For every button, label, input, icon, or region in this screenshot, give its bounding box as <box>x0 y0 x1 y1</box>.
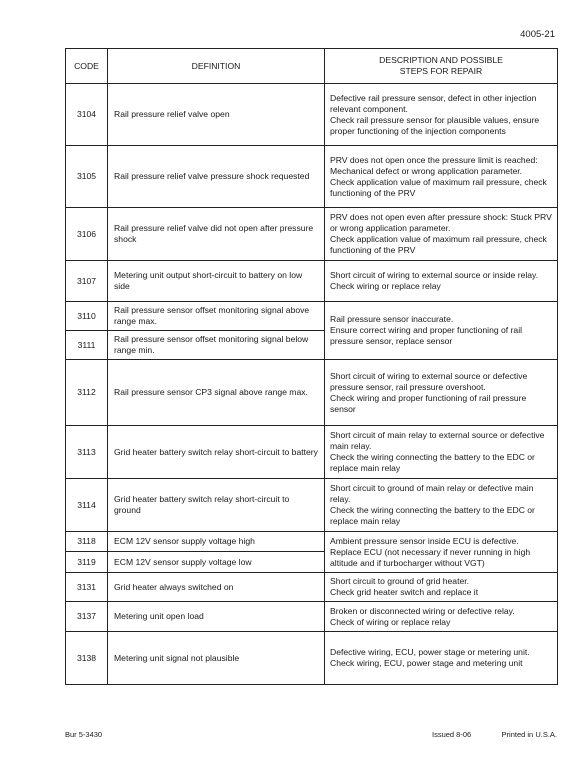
definition-cell: Rail pressure sensor offset monitoring signal above range max. <box>108 302 325 331</box>
description-cell: PRV does not open once the pressure limit is reached: Mechanical defect or wrong application parameter. Check application value of maximum rail pressure, check functioning of the PRV <box>325 146 558 208</box>
description-cell: Rail pressure sensor inaccurate. Ensure correct wiring and proper functioning of rail pressure sensor, replace sensor <box>325 302 558 360</box>
description-column-header: DESCRIPTION AND POSSIBLE STEPS FOR REPAIR <box>325 49 558 84</box>
code-cell: 3104 <box>66 84 108 146</box>
description-cell: Short circuit of wiring to external source or inside relay. Check wiring or replace relay <box>325 261 558 302</box>
definition-cell: Rail pressure sensor offset monitoring signal below range min. <box>108 331 325 360</box>
printed-in: Printed in U.S.A. <box>501 730 557 739</box>
table-row <box>66 632 558 685</box>
definition-cell: Rail pressure sensor CP3 signal above range max. <box>108 360 325 426</box>
definition-cell: Metering unit signal not plausible <box>108 632 325 685</box>
table-row <box>66 208 558 261</box>
description-cell: Short circuit to ground of grid heater. Check grid heater switch and replace it <box>325 573 558 602</box>
description-cell: Broken or disconnected wiring or defective relay. Check of wiring or replace relay <box>325 602 558 632</box>
table-row <box>66 84 558 146</box>
code-cell: 3112 <box>66 360 108 426</box>
definition-cell: Grid heater battery switch relay short-circuit to ground <box>108 479 325 532</box>
table-row <box>66 146 558 208</box>
code-cell: 3105 <box>66 146 108 208</box>
code-cell: 3111 <box>66 331 108 360</box>
document-number: Bur 5-3430 <box>65 730 103 739</box>
description-cell: Short circuit to ground of main relay or defective main relay. Check the wiring connecting the battery to the EDC or replace main relay <box>325 479 558 532</box>
definition-cell: Grid heater always switched on <box>108 573 325 602</box>
description-cell: Short circuit of wiring to external source or defective pressure sensor, rail pressure overshoot. Check wiring and proper functioning of rail pressure sensor <box>325 360 558 426</box>
code-column-header: CODE <box>66 49 108 84</box>
description-cell: Defective rail pressure sensor, defect in other injection relevant component. Check rail pressure sensor for plausible values, ensure proper functioning of the injection components <box>325 84 558 146</box>
definition-cell: Metering unit output short-circuit to battery on low side <box>108 261 325 302</box>
table-row <box>66 360 558 426</box>
definition-cell: Rail pressure relief valve did not open after pressure shock <box>108 208 325 261</box>
code-cell: 3113 <box>66 426 108 479</box>
table-row <box>66 532 558 552</box>
table-row <box>66 573 558 602</box>
definition-cell: ECM 12V sensor supply voltage high <box>108 532 325 552</box>
definition-cell: Metering unit open load <box>108 602 325 632</box>
code-cell: 3137 <box>66 602 108 632</box>
description-cell: Defective wiring, ECU, power stage or metering unit. Check wiring, ECU, power stage and metering unit <box>325 632 558 685</box>
code-cell: 3138 <box>66 632 108 685</box>
table-row <box>66 602 558 632</box>
code-cell: 3118 <box>66 532 108 552</box>
definition-cell: Grid heater battery switch relay short-circuit to battery <box>108 426 325 479</box>
table-row <box>66 479 558 532</box>
code-cell: 3119 <box>66 552 108 573</box>
table-row <box>66 426 558 479</box>
definition-column-header: DEFINITION <box>108 49 325 84</box>
code-cell: 3131 <box>66 573 108 602</box>
code-cell: 3107 <box>66 261 108 302</box>
table-header-row <box>66 49 558 84</box>
code-cell: 3106 <box>66 208 108 261</box>
code-cell: 3114 <box>66 479 108 532</box>
table-row <box>66 261 558 302</box>
fault-code-table <box>65 48 558 685</box>
definition-cell: Rail pressure relief valve open <box>108 84 325 146</box>
page-number: 4005-21 <box>520 29 555 40</box>
issue-date: Issued 8-06 <box>432 730 472 739</box>
code-cell: 3110 <box>66 302 108 331</box>
description-cell: PRV does not open even after pressure shock: Stuck PRV or wrong application parameter. Check application value of maximum rail pressure, check functioning of the PRV <box>325 208 558 261</box>
description-cell: Short circuit of main relay to external source or defective main relay. Check the wiring connecting the battery to the EDC or replace main relay <box>325 426 558 479</box>
table-row <box>66 302 558 331</box>
definition-cell: ECM 12V sensor supply voltage low <box>108 552 325 573</box>
description-cell: Ambient pressure sensor inside ECU is defective. Replace ECU (not necessary if never running in high altitude and if turbocharger without VGT) <box>325 532 558 573</box>
definition-cell: Rail pressure relief valve pressure shock requested <box>108 146 325 208</box>
